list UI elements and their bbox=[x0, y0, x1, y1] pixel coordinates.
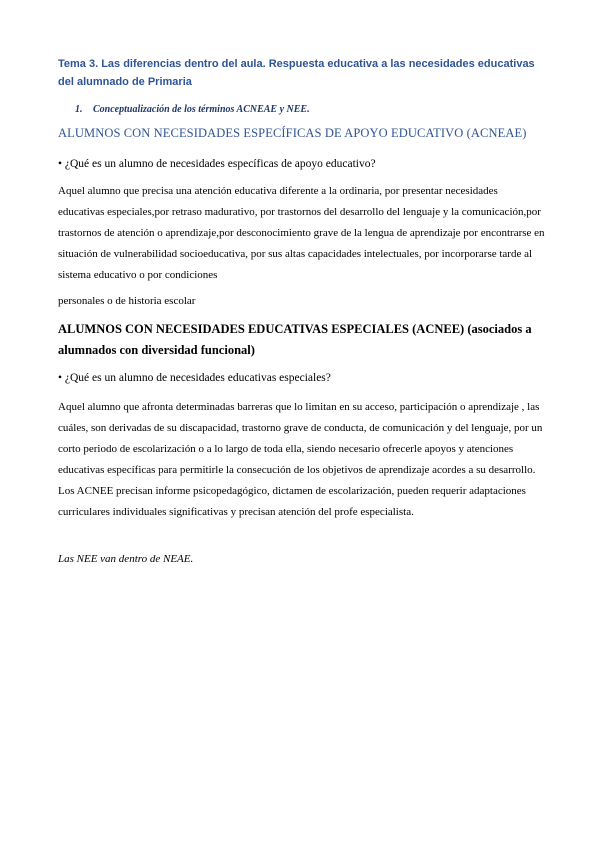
acneae-heading: ALUMNOS CON NECESIDADES ESPECÍFICAS DE APOYO EDUCATIVO (ACNEAE) bbox=[58, 126, 527, 140]
section-item bbox=[75, 103, 535, 117]
acneae-question: • ¿Qué es un alumno de necesidades específicas de apoyo educativo? bbox=[58, 158, 376, 170]
acnee-heading: ALUMNOS CON NECESIDADES EDUCATIVAS ESPECIALES (ACNEE) (asociados a alumnados con diversidad funcional) bbox=[58, 322, 532, 357]
acnee-question: • ¿Qué es un alumno de necesidades educativas especiales? bbox=[58, 372, 331, 384]
acneae-answer-tail: personales o de historia escolar bbox=[58, 295, 196, 307]
section-label: Conceptualización de los términos ACNEAE y NEE. bbox=[93, 104, 310, 115]
note-text: Las NEE van dentro de NEAE. bbox=[58, 553, 194, 565]
acneae-answer: Aquel alumno que precisa una atención educativa diferente a la ordinaria, por presentar necesidades educativas especiales,por retraso madurativo, por trastornos del desarrollo del lenguaje y la comunicación,por trastornos de atención o aprendizaje,por desconocimiento grave de la lengua de aprendizaje por encontrarse en situación de vulnerabilidad socioeducativa, por sus altas capacidades intelectuales, por incorporarse tarde al sistema educativo o por condiciones bbox=[58, 185, 545, 281]
document-title: Tema 3. Las diferencias dentro del aula. Respuesta educativa a las necesidades educativas del alumnado de Primaria bbox=[58, 58, 535, 88]
section-number: 1. bbox=[75, 104, 83, 115]
acnee-answer: Aquel alumno que afronta determinadas barreras que lo limitan en su acceso, participación o aprendizaje , las cuáles, son derivadas de su discapacidad, trastorno grave de conducta, de comunicación y del lenguaje, por un corto periodo de escolarización o a lo largo de toda ella, siendo necesario ofrecerle apoyos y atenciones educativas específicas para permitirle la consecución de los objetivos de aprendizaje acordes a su desarrollo. Los ACNEE precisan informe psicopedagógico, dictamen de escolarización, pueden requerir adaptaciones curriculares individuales significativas y precisan atención del profe especialista. bbox=[58, 401, 543, 518]
